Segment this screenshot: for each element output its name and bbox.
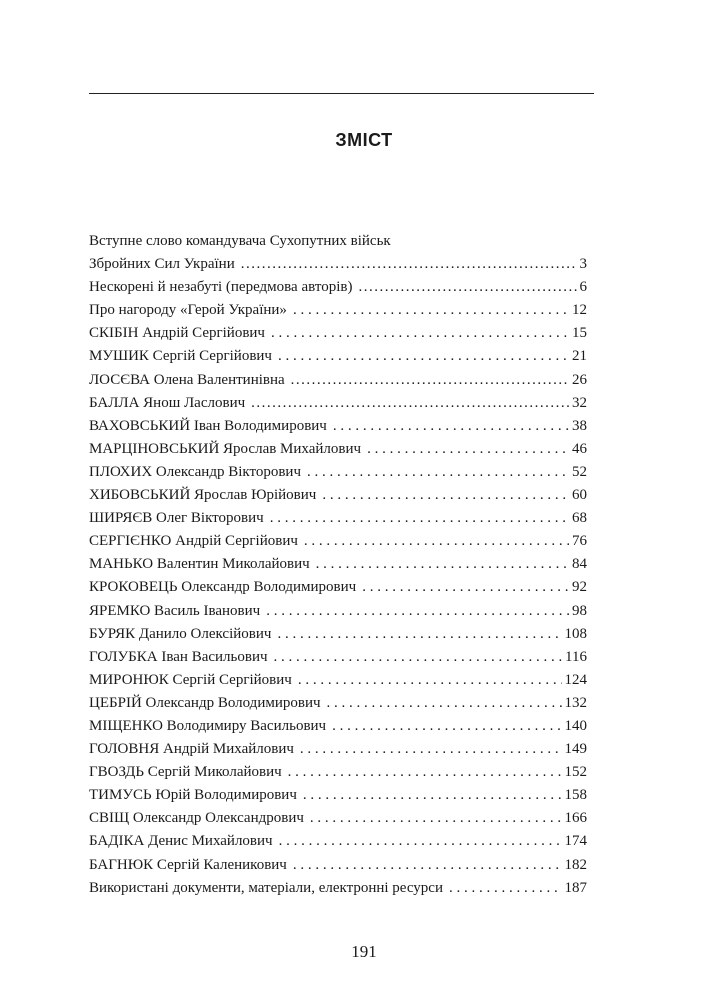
dot-leader — [293, 299, 569, 322]
toc-entry-title: МИРОНЮК Сергій Сергійович — [89, 671, 292, 688]
toc-entry — [89, 322, 587, 345]
toc-entry — [89, 392, 587, 415]
toc-entry-page: 182 — [564, 856, 587, 873]
toc-entry-title: БАГНЮК Сергій Каленикович — [89, 856, 287, 873]
toc-entry-title: Збройних Сил України — [89, 256, 235, 273]
dot-leader — [241, 253, 577, 276]
toc-entry — [89, 576, 587, 599]
toc-entry — [89, 600, 587, 623]
toc-entry — [89, 669, 587, 692]
toc-entry — [89, 807, 587, 830]
dot-leader — [274, 646, 563, 669]
toc-entry-title: ГВОЗДЬ Сергій Миколайович — [89, 764, 282, 781]
toc-entry — [89, 715, 587, 738]
toc-entry — [89, 438, 587, 461]
toc-entry-page: 38 — [572, 417, 587, 434]
toc-entry-page: 174 — [564, 833, 587, 850]
toc-entry-title: ГОЛУБКА Іван Васильович — [89, 648, 268, 665]
toc-entry-page: 46 — [572, 440, 587, 457]
toc-entry-page: 12 — [572, 302, 587, 319]
table-of-contents — [89, 230, 587, 900]
toc-entry-page: 98 — [572, 602, 587, 619]
top-rule — [89, 93, 594, 94]
toc-entry-title: СЕРГІЄНКО Андрій Сергійович — [89, 533, 298, 550]
dot-leader — [304, 530, 569, 553]
toc-entry-page: 3 — [579, 256, 587, 273]
dot-leader — [316, 553, 569, 576]
toc-entry-title-first-line: Вступне слово командувача Сухопутних військ — [89, 233, 391, 249]
dot-leader — [278, 345, 569, 368]
toc-entry — [89, 830, 587, 853]
toc-entry-title: ЦЕБРІЙ Олександр Володимирович — [89, 694, 321, 711]
toc-entry — [89, 692, 587, 715]
toc-entry-title: МІЩЕНКО Володимиру Васильович — [89, 717, 327, 734]
toc-entry-title: МУШИК Сергій Сергійович — [89, 348, 272, 365]
dot-leader — [303, 784, 562, 807]
toc-entry — [89, 623, 587, 646]
toc-entry — [89, 507, 587, 530]
dot-leader — [367, 438, 569, 461]
dot-leader — [271, 322, 569, 345]
toc-entry-title: БАДІКА Денис Михайлович — [89, 833, 273, 850]
toc-entry-title: ЛОСЄВА Олена Валентинівна — [89, 371, 285, 388]
dot-leader — [288, 761, 562, 784]
dot-leader — [327, 692, 562, 715]
toc-entry-title: БУРЯК Данило Олексійович — [89, 625, 272, 642]
toc-entry-page: 60 — [572, 487, 587, 504]
toc-entry-title: Про нагороду «Герой України» — [89, 302, 287, 319]
dot-leader — [449, 877, 562, 900]
toc-entry-title: ГОЛОВНЯ Андрій Михайлович — [89, 741, 294, 758]
toc-entry-page: 124 — [564, 671, 587, 688]
toc-entry-page: 152 — [564, 764, 587, 781]
toc-entry-title: МАРЦІНОВСЬКИЙ Ярослав Михайлович — [89, 440, 362, 457]
dot-leader — [251, 392, 569, 415]
dot-leader — [307, 461, 569, 484]
toc-entry-page: 76 — [572, 533, 587, 550]
dot-leader — [358, 276, 576, 299]
toc-entry-page: 132 — [564, 694, 587, 711]
toc-entry — [89, 530, 587, 553]
dot-leader — [332, 715, 561, 738]
toc-entry-title: ПЛОХИХ Олександр Вікторович — [89, 463, 301, 480]
dot-leader — [293, 854, 562, 877]
toc-entry-page: 92 — [572, 579, 587, 596]
dot-leader — [333, 415, 569, 438]
toc-entry-page: 52 — [572, 463, 587, 480]
toc-entry — [89, 784, 587, 807]
toc-entry-title: МАНЬКО Валентин Миколайович — [89, 556, 310, 573]
toc-entry-page: 68 — [572, 510, 587, 527]
toc-entry-page: 140 — [564, 717, 587, 734]
toc-entry-page: 32 — [572, 394, 587, 411]
toc-entry-title: ШИРЯЄВ Олег Вікторович — [89, 510, 264, 527]
toc-entry — [89, 276, 587, 299]
toc-entry — [89, 854, 587, 877]
toc-entry-page: 149 — [564, 741, 587, 758]
toc-entry-title: ХИБОВСЬКИЙ Ярослав Юрійович — [89, 487, 317, 504]
toc-entry-title: СКІБІН Андрій Сергійович — [89, 325, 265, 342]
toc-entry-page: 187 — [564, 879, 587, 896]
toc-entry — [89, 461, 587, 484]
toc-entry — [89, 738, 587, 761]
toc-entry-page: 15 — [572, 325, 587, 342]
toc-entry — [89, 299, 587, 322]
dot-leader — [322, 484, 569, 507]
toc-entry-title: БАЛЛА Янош Ласлович — [89, 394, 246, 411]
dot-leader — [291, 369, 569, 392]
toc-entry — [89, 646, 587, 669]
toc-entry-title: КРОКОВЕЦЬ Олександр Володимирович — [89, 579, 357, 596]
dot-leader — [279, 830, 562, 853]
toc-entry — [89, 761, 587, 784]
toc-entry — [89, 484, 587, 507]
toc-entry-page: 84 — [572, 556, 587, 573]
toc-entry-page: 108 — [564, 625, 587, 642]
dot-leader — [298, 669, 562, 692]
toc-entry-title: ТИМУСЬ Юрій Володимирович — [89, 787, 297, 804]
dot-leader — [266, 600, 569, 623]
toc-entry-page: 26 — [572, 371, 587, 388]
page-number: 191 — [351, 942, 377, 961]
toc-entry — [89, 230, 587, 276]
toc-entry-title: ВАХОВСЬКИЙ Іван Володимирович — [89, 417, 327, 434]
dot-leader — [270, 507, 569, 530]
toc-entry-page: 6 — [579, 279, 587, 296]
toc-entry-title: Нескорені й незабуті (передмова авторів) — [89, 279, 353, 296]
toc-entry-title: ЯРЕМКО Василь Іванович — [89, 602, 261, 619]
toc-entry-first-line — [89, 230, 587, 253]
dot-leader — [362, 576, 569, 599]
toc-entry — [89, 877, 587, 900]
dot-leader — [300, 738, 562, 761]
toc-entry-page: 166 — [564, 810, 587, 827]
toc-entry — [89, 345, 587, 368]
dot-leader — [277, 623, 561, 646]
toc-entry-title: Використані документи, матеріали, електронні ресурси — [89, 879, 443, 896]
toc-entry-page: 158 — [564, 787, 587, 804]
toc-entry-page: 116 — [565, 648, 587, 665]
toc-entry — [89, 369, 587, 392]
dot-leader — [310, 807, 562, 830]
toc-entry-title: СВІЩ Олександр Олександрович — [89, 810, 304, 827]
toc-entry — [89, 415, 587, 438]
toc-entry-page: 21 — [572, 348, 587, 365]
toc-entry — [89, 553, 587, 576]
page-title: ЗМІСТ — [335, 130, 393, 150]
